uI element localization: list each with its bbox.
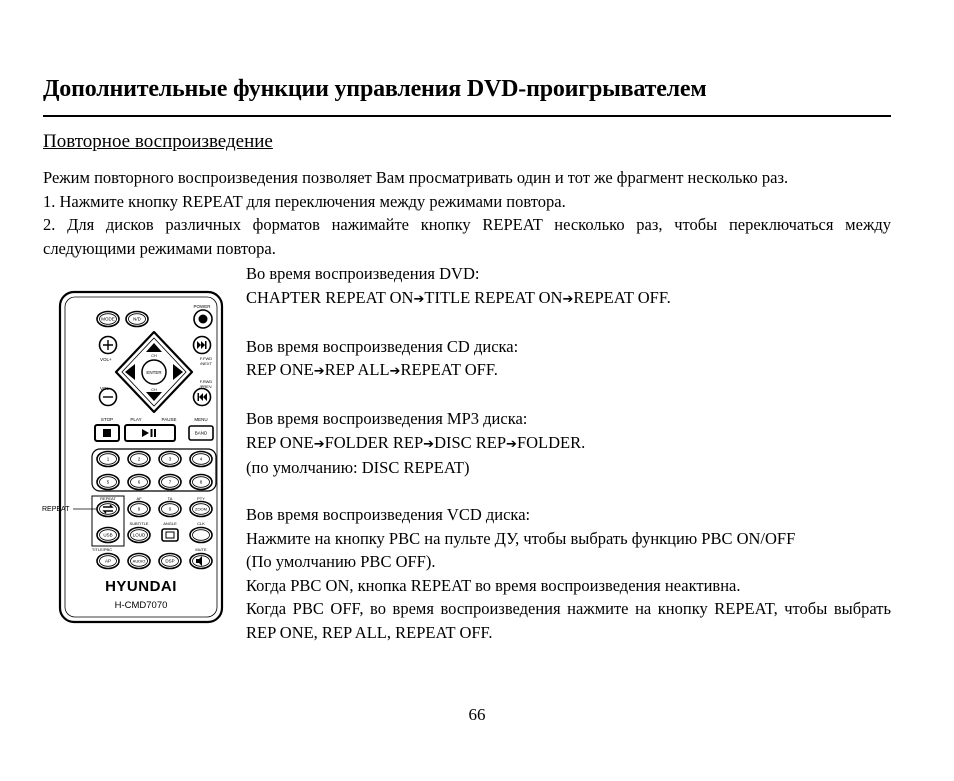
repeat-modes [246, 262, 891, 644]
label-angle: ANGLE [163, 521, 177, 526]
label-ta: TA [167, 496, 173, 501]
digit-button-9 [128, 502, 150, 517]
clk-button [190, 528, 212, 543]
label-ch-down: CH [151, 388, 157, 392]
stop-button [95, 425, 119, 441]
cd-header: Вов время воспроизведения CD диска: [246, 336, 519, 356]
vol-minus-button [100, 389, 117, 406]
label-af: AF [136, 496, 142, 501]
page-title: Дополнительные функции управления DVD-проигрывателем [43, 76, 707, 102]
digit-button-5 [97, 475, 119, 490]
label-mute: MUTE [195, 547, 207, 552]
svg-text:8: 8 [199, 479, 203, 485]
label-subtitle: SUBTITLE [129, 521, 149, 526]
digit-button-8 [190, 475, 212, 490]
zoom-button [190, 502, 212, 517]
label-repeat: REPEAT [100, 496, 116, 501]
intro-line-3: 2. Для дисков различных форматов нажимайте кнопку REPEAT несколько раз, чтобы переключаться между следующими режимами повтора. [43, 215, 891, 258]
label-ch-up: CH [151, 354, 157, 358]
audio-button [128, 554, 150, 569]
label-menu: MENU [194, 417, 208, 422]
model-name: H-CMD7070 [114, 600, 168, 611]
next-button [194, 337, 211, 354]
label-pause: PAUSE [161, 417, 177, 422]
vcd-line-4: Когда PBC OFF, во время воспроизведения нажмите на кнопку REPEAT, чтобы выбрать REP ONE, REP ALL, REPEAT OFF. [246, 599, 891, 642]
label-enter: ENTER [146, 370, 162, 375]
loud-button [128, 528, 150, 543]
svg-text:AUDIO: AUDIO [132, 558, 146, 564]
section-subtitle: Повторное воспроизведение [43, 131, 273, 152]
power-button [194, 310, 212, 328]
label-ffwd: F.FWD [199, 356, 213, 361]
cd-sequence: REP ONE➔REP ALL➔REPEAT OFF. [246, 360, 498, 379]
intro-text [43, 166, 891, 260]
digit-button-3 [159, 452, 181, 467]
mute-button [190, 554, 212, 569]
remote-control-illustration [40, 290, 230, 630]
svg-text:N/D: N/D [133, 316, 141, 322]
svg-text:9: 9 [137, 506, 141, 512]
label-prev: /PREV. [199, 384, 213, 389]
svg-text:3: 3 [168, 456, 172, 462]
svg-text:MODE: MODE [101, 316, 115, 322]
svg-text:ZOOM: ZOOM [195, 506, 207, 512]
brand-logo: HYUNDAI [105, 578, 177, 595]
nd-button [126, 312, 148, 327]
vcd-line-2: (По умолчанию PBC OFF). [246, 552, 436, 571]
repeat-button [97, 502, 119, 517]
label-frwd: F.RWD [199, 379, 213, 384]
digit-button-7 [159, 475, 181, 490]
svg-text:2: 2 [137, 456, 141, 462]
ap-button [97, 554, 119, 569]
dvd-header: Во время воспроизведения DVD: [246, 264, 480, 283]
label-power: POWER [193, 304, 211, 309]
page-number: 66 [468, 705, 486, 724]
label-vol-minus: VOL- [100, 386, 111, 391]
label-next: /NEXT [200, 361, 212, 366]
usb-button [97, 528, 119, 543]
mode-button [97, 312, 119, 327]
digit-button-4 [190, 452, 212, 467]
svg-text:4: 4 [199, 456, 203, 462]
svg-text:7: 7 [168, 479, 172, 485]
svg-text:USB: USB [103, 532, 113, 538]
svg-text:0: 0 [168, 506, 172, 512]
repeat-callout-label: REPEAT [42, 506, 70, 513]
mp3-header: Вов время воспроизведения MP3 диска: [246, 409, 528, 428]
mp3-default: (по умолчанию: DISC REPEAT) [246, 458, 470, 477]
angle-button [162, 529, 178, 541]
label-titlepbc: TITLE/PBC [91, 547, 113, 552]
digit-button-6 [128, 475, 150, 490]
svg-text:BAND: BAND [194, 430, 208, 436]
svg-text:1: 1 [106, 456, 110, 462]
svg-text:LOUD: LOUD [132, 532, 146, 538]
vol-plus-button [100, 337, 117, 354]
intro-line-1: Режим повторного воспроизведения позволяет Вам просматривать один и тот же фрагмент несколько раз. [43, 168, 789, 187]
label-stop: STOP [100, 417, 114, 422]
digit-button-2 [128, 452, 150, 467]
label-clk: CLK [197, 521, 205, 526]
label-pty: PTY [197, 496, 205, 501]
band-button [189, 426, 213, 440]
svg-text:5: 5 [106, 479, 110, 485]
vcd-header: Вов время воспроизведения VCD диска: [246, 505, 531, 524]
mp3-sequence: REP ONE➔FOLDER REP➔DISC REP➔FOLDER. [246, 432, 586, 452]
digit-button-1 [97, 452, 119, 467]
digit-button-0 [159, 502, 181, 517]
prev-button [194, 389, 211, 406]
dsp-button [159, 554, 181, 569]
play-pause-button [125, 425, 175, 441]
intro-line-2: 1. Нажмите кнопку REPEAT для переключения между режимами повтора. [43, 191, 566, 211]
label-vol-plus: VOL+ [100, 357, 112, 362]
svg-text:DSP: DSP [165, 558, 175, 564]
title-rule [43, 115, 891, 117]
label-play: PLAY [130, 417, 142, 422]
dvd-sequence: CHAPTER REPEAT ON➔TITLE REPEAT ON➔REPEAT OFF. [246, 287, 671, 307]
svg-text:6: 6 [137, 479, 141, 485]
svg-text:AP: AP [104, 558, 112, 564]
vcd-line-1: Нажмите на кнопку PBC на пульте ДУ, чтобы выбрать функцию PBC ON/OFF [246, 528, 796, 548]
vcd-line-3: Когда PBC ON, кнопка REPEAT во время воспроизведения неактивна. [246, 575, 741, 595]
